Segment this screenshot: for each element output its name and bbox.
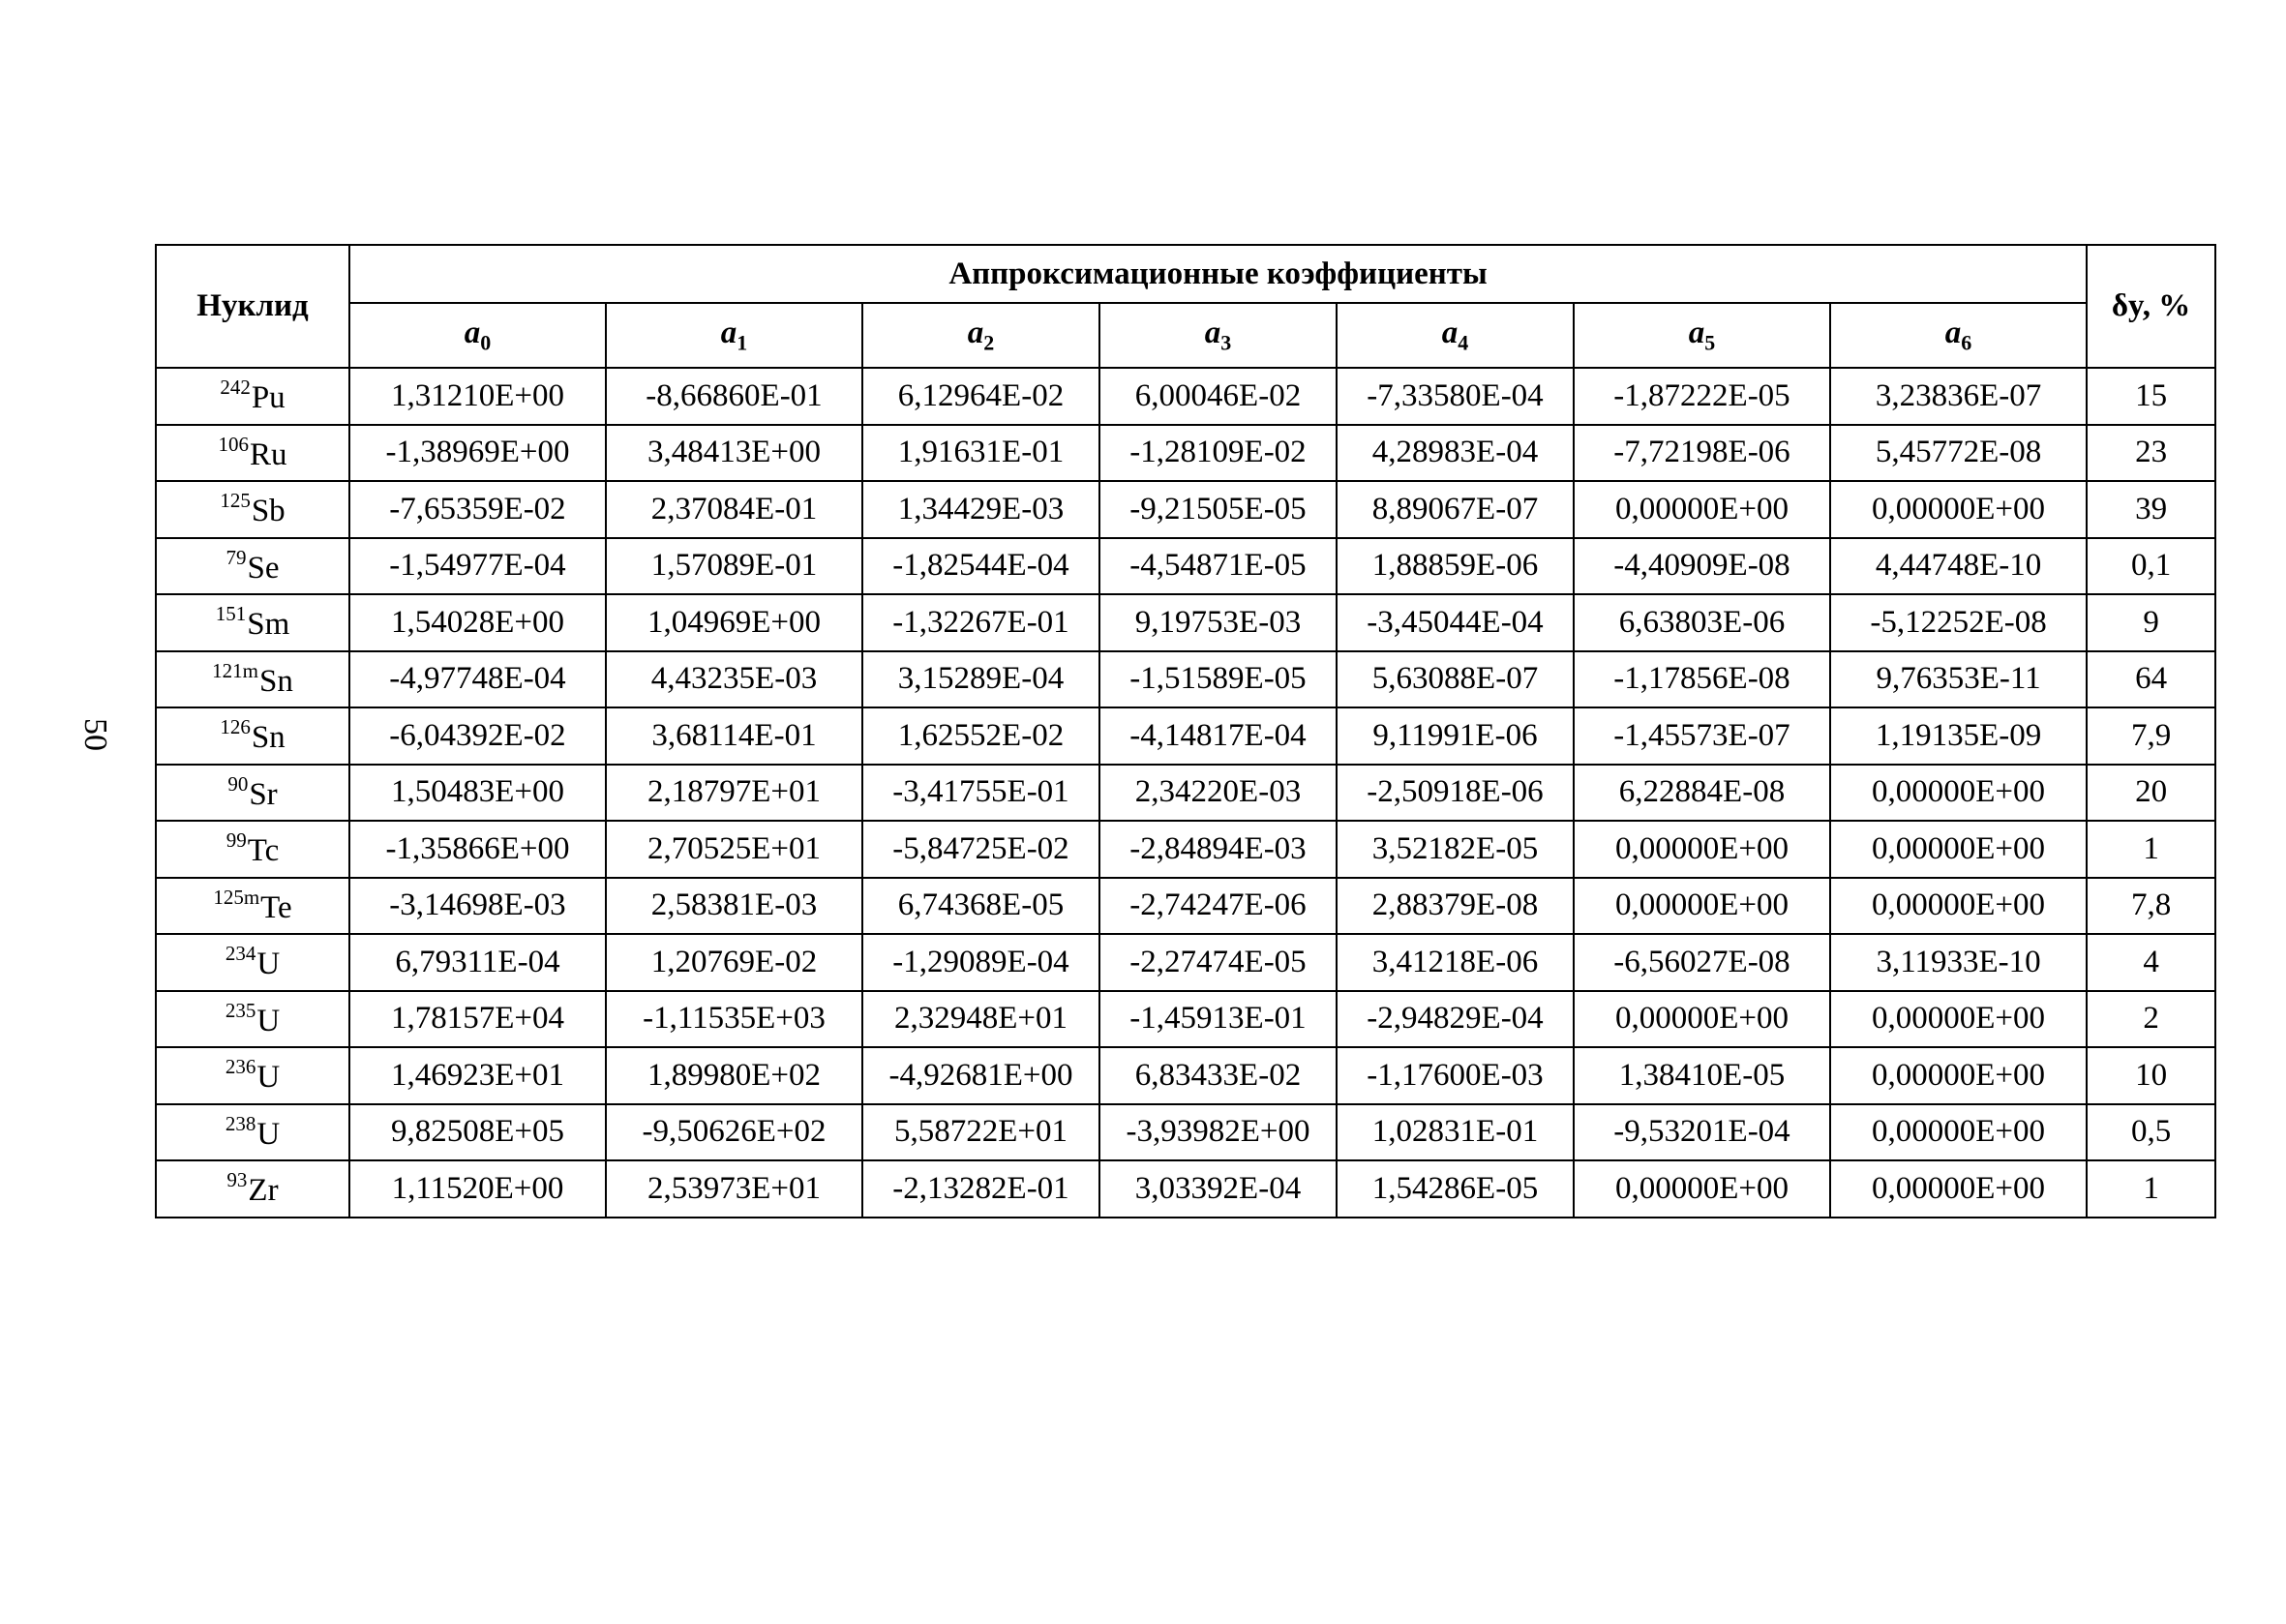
coefficient-cell: -1,87222E-05 (1574, 368, 1830, 425)
coefficient-cell: 1,50483E+00 (349, 765, 606, 822)
header-row-1 (156, 245, 2215, 303)
coefficient-cell: -3,93982E+00 (1099, 1104, 1337, 1161)
header-row-2 (156, 303, 2215, 368)
coefficient-cell: 9,19753E-03 (1099, 594, 1337, 651)
error-cell: 20 (2087, 765, 2215, 822)
element-symbol: Sr (249, 776, 278, 812)
coefficient-cell: -1,38969E+00 (349, 425, 606, 482)
coefficient-header-a4 (1337, 303, 1574, 368)
nuclide-header: Нуклид (156, 245, 349, 368)
coefficient-cell: -3,45044E-04 (1337, 594, 1574, 651)
coefficient-cell: 6,63803E-06 (1574, 594, 1830, 651)
coefficient-cell: -3,41755E-01 (862, 765, 1099, 822)
coefficient-cell: 4,43235E-03 (606, 651, 862, 708)
coefficient-cell: 1,20769E-02 (606, 934, 862, 991)
nuclide-cell (156, 821, 349, 878)
nuclide-cell (156, 481, 349, 538)
table-row (156, 878, 2215, 935)
coefficient-cell: -4,92681E+00 (862, 1047, 1099, 1104)
coefficient-cell: -2,27474E-05 (1099, 934, 1337, 991)
coefficient-cell: -8,66860E-01 (606, 368, 862, 425)
error-cell: 64 (2087, 651, 2215, 708)
table-row (156, 538, 2215, 595)
element-symbol: U (256, 947, 281, 982)
coefficient-cell: -5,84725E-02 (862, 821, 1099, 878)
coefficient-cell: 1,57089E-01 (606, 538, 862, 595)
coefficient-cell: -7,65359E-02 (349, 481, 606, 538)
coefficient-index: 1 (737, 330, 748, 355)
coefficient-cell: 2,37084E-01 (606, 481, 862, 538)
element-symbol: Sn (258, 663, 293, 699)
coefficient-cell: -1,17856E-08 (1574, 651, 1830, 708)
coefficient-cell: -7,72198E-06 (1574, 425, 1830, 482)
coefficient-cell: 1,38410E-05 (1574, 1047, 1830, 1104)
element-symbol: Se (247, 550, 280, 586)
error-cell: 4 (2087, 934, 2215, 991)
coefficient-cell: 9,76353E-11 (1830, 651, 2087, 708)
coefficient-cell: 1,88859E-06 (1337, 538, 1574, 595)
coefficient-symbol: a (720, 315, 737, 350)
coefficient-cell: 6,00046E-02 (1099, 368, 1337, 425)
table-body (156, 368, 2215, 1218)
coefficient-cell: -9,53201E-04 (1574, 1104, 1830, 1161)
coefficient-index: 2 (983, 330, 995, 355)
coefficient-cell: 0,00000E+00 (1830, 1160, 2087, 1218)
nuclide-cell (156, 594, 349, 651)
error-cell: 7,9 (2087, 707, 2215, 765)
coefficient-cell: 0,00000E+00 (1574, 991, 1830, 1048)
element-symbol: Tc (247, 833, 280, 869)
coefficient-cell: 2,18797E+01 (606, 765, 862, 822)
coefficient-index: 6 (1961, 330, 1972, 355)
nuclide-cell (156, 1104, 349, 1161)
coefficient-cell: 1,62552E-02 (862, 707, 1099, 765)
coefficient-cell: -1,17600E-03 (1337, 1047, 1574, 1104)
element-symbol: Pu (251, 380, 286, 416)
mass-number: 235 (225, 998, 256, 1022)
coefficient-cell: -2,74247E-06 (1099, 878, 1337, 935)
coefficient-cell: -1,45573E-07 (1574, 707, 1830, 765)
coefficient-cell: -6,04392E-02 (349, 707, 606, 765)
coefficient-cell: 1,02831E-01 (1337, 1104, 1574, 1161)
coefficient-index: 4 (1458, 330, 1469, 355)
coefficient-cell: 5,63088E-07 (1337, 651, 1574, 708)
coefficient-cell: 0,00000E+00 (1830, 991, 2087, 1048)
coefficient-cell: -1,35866E+00 (349, 821, 606, 878)
coefficient-cell: -2,13282E-01 (862, 1160, 1099, 1218)
error-cell: 1 (2087, 1160, 2215, 1218)
nuclide-cell (156, 934, 349, 991)
mass-number: 93 (226, 1168, 248, 1192)
coefficient-symbol: a (967, 315, 984, 350)
coefficient-cell: 0,00000E+00 (1830, 1104, 2087, 1161)
coefficient-cell: 1,34429E-03 (862, 481, 1099, 538)
mass-number: 106 (218, 432, 249, 456)
coefficient-cell: 0,00000E+00 (1830, 821, 2087, 878)
coefficient-cell: -9,21505E-05 (1099, 481, 1337, 538)
mass-number: 126 (220, 715, 251, 739)
coefficient-cell: -4,14817E-04 (1099, 707, 1337, 765)
coefficient-cell: 1,54028E+00 (349, 594, 606, 651)
nuclide-cell (156, 707, 349, 765)
table-row (156, 765, 2215, 822)
mass-number: 121m (212, 658, 258, 682)
coefficient-cell: -1,28109E-02 (1099, 425, 1337, 482)
coefficient-cell: 5,45772E-08 (1830, 425, 2087, 482)
coefficient-cell: 0,00000E+00 (1574, 481, 1830, 538)
coefficient-symbol: a (1204, 315, 1221, 350)
coefficients-table (155, 244, 2216, 1218)
coefficient-cell: 1,04969E+00 (606, 594, 862, 651)
element-symbol: Te (260, 889, 292, 925)
coefficient-cell: -2,84894E-03 (1099, 821, 1337, 878)
coefficient-cell: 3,03392E-04 (1099, 1160, 1337, 1218)
coefficient-cell: 8,89067E-07 (1337, 481, 1574, 538)
coefficient-header-a5 (1574, 303, 1830, 368)
error-cell: 23 (2087, 425, 2215, 482)
element-symbol: Ru (249, 436, 287, 472)
element-symbol: Zr (248, 1173, 279, 1209)
element-symbol: Sn (251, 720, 286, 756)
nuclide-cell (156, 425, 349, 482)
table-row (156, 821, 2215, 878)
element-symbol: Sb (251, 494, 286, 529)
coefficient-index: 0 (480, 330, 492, 355)
table-row (156, 707, 2215, 765)
coefficient-cell: 0,00000E+00 (1830, 765, 2087, 822)
coefficient-cell: -7,33580E-04 (1337, 368, 1574, 425)
coefficient-cell: -5,12252E-08 (1830, 594, 2087, 651)
coefficient-cell: 9,82508E+05 (349, 1104, 606, 1161)
element-symbol: U (256, 1060, 281, 1096)
table-row (156, 368, 2215, 425)
nuclide-cell (156, 878, 349, 935)
mass-number: 79 (226, 545, 247, 569)
coefficient-header-a2 (862, 303, 1099, 368)
nuclide-cell (156, 368, 349, 425)
page-number: 50 (77, 718, 113, 751)
coefficient-cell: 9,11991E-06 (1337, 707, 1574, 765)
mass-number: 99 (226, 828, 247, 853)
coefficient-cell: 6,83433E-02 (1099, 1047, 1337, 1104)
element-symbol: Sm (247, 607, 290, 643)
table-row (156, 1160, 2215, 1218)
coefficient-cell: -1,11535E+03 (606, 991, 862, 1048)
mass-number: 125m (213, 885, 260, 909)
coefficient-symbol: a (1688, 315, 1705, 350)
table-row (156, 425, 2215, 482)
coefficient-cell: 3,23836E-07 (1830, 368, 2087, 425)
coefficient-cell: 3,52182E-05 (1337, 821, 1574, 878)
table-row (156, 1104, 2215, 1161)
coefficient-cell: 0,00000E+00 (1830, 481, 2087, 538)
coefficient-cell: 3,68114E-01 (606, 707, 862, 765)
coefficient-cell: 0,00000E+00 (1830, 878, 2087, 935)
coefficient-cell: -2,50918E-06 (1337, 765, 1574, 822)
coefficient-header-a1 (606, 303, 862, 368)
error-cell: 7,8 (2087, 878, 2215, 935)
error-cell: 0,1 (2087, 538, 2215, 595)
coefficient-cell: 0,00000E+00 (1574, 821, 1830, 878)
coefficient-index: 3 (1220, 330, 1232, 355)
nuclide-cell (156, 991, 349, 1048)
nuclide-cell (156, 538, 349, 595)
coefficient-cell: 6,79311E-04 (349, 934, 606, 991)
mass-number: 242 (220, 376, 251, 400)
coefficient-cell: 6,74368E-05 (862, 878, 1099, 935)
error-cell: 0,5 (2087, 1104, 2215, 1161)
coefficient-cell: 2,88379E-08 (1337, 878, 1574, 935)
element-symbol: U (256, 1003, 281, 1038)
mass-number: 234 (225, 942, 256, 966)
coefficient-header-a6 (1830, 303, 2087, 368)
coefficient-symbol: a (464, 315, 481, 350)
coefficient-cell: -1,32267E-01 (862, 594, 1099, 651)
coefficient-cell: -2,94829E-04 (1337, 991, 1574, 1048)
coefficient-cell: 2,70525E+01 (606, 821, 862, 878)
coefficient-header-a0 (349, 303, 606, 368)
coefficient-cell: 3,11933E-10 (1830, 934, 2087, 991)
mass-number: 90 (227, 771, 249, 796)
coefficient-cell: -1,82544E-04 (862, 538, 1099, 595)
error-header: δy, % (2087, 245, 2215, 368)
nuclide-cell (156, 651, 349, 708)
coefficient-cell: 3,48413E+00 (606, 425, 862, 482)
mass-number: 151 (215, 602, 247, 626)
coefficient-cell: 1,89980E+02 (606, 1047, 862, 1104)
coefficient-cell: 5,58722E+01 (862, 1104, 1099, 1161)
coefficient-cell: -1,45913E-01 (1099, 991, 1337, 1048)
coefficient-cell: 1,11520E+00 (349, 1160, 606, 1218)
coefficient-cell: -4,54871E-05 (1099, 538, 1337, 595)
coefficient-cell: 1,31210E+00 (349, 368, 606, 425)
nuclide-cell (156, 765, 349, 822)
nuclide-cell (156, 1160, 349, 1218)
coefficient-cell: -4,97748E-04 (349, 651, 606, 708)
coefficient-header-a3 (1099, 303, 1337, 368)
coefficient-cell: -9,50626E+02 (606, 1104, 862, 1161)
table-row (156, 481, 2215, 538)
table-row (156, 934, 2215, 991)
coefficient-cell: 1,91631E-01 (862, 425, 1099, 482)
error-cell: 10 (2087, 1047, 2215, 1104)
coefficient-cell: 1,54286E-05 (1337, 1160, 1574, 1218)
coefficient-cell: 6,12964E-02 (862, 368, 1099, 425)
coefficient-cell: -1,51589E-05 (1099, 651, 1337, 708)
coefficient-cell: 3,41218E-06 (1337, 934, 1574, 991)
mass-number: 238 (225, 1111, 256, 1135)
coefficient-cell: 2,58381E-03 (606, 878, 862, 935)
error-cell: 15 (2087, 368, 2215, 425)
table-row (156, 991, 2215, 1048)
error-cell: 39 (2087, 481, 2215, 538)
coefficient-symbol: a (1944, 315, 1962, 350)
coefficient-cell: 1,19135E-09 (1830, 707, 2087, 765)
table-row (156, 651, 2215, 708)
mass-number: 125 (220, 489, 251, 513)
coefficient-cell: 1,78157E+04 (349, 991, 606, 1048)
coefficient-cell: 4,44748E-10 (1830, 538, 2087, 595)
coefficient-cell: -1,54977E-04 (349, 538, 606, 595)
coefficient-cell: 2,34220E-03 (1099, 765, 1337, 822)
coefficient-cell: -3,14698E-03 (349, 878, 606, 935)
coefficient-cell: 0,00000E+00 (1830, 1047, 2087, 1104)
mass-number: 236 (225, 1055, 256, 1079)
coefficient-cell: 2,53973E+01 (606, 1160, 862, 1218)
error-cell: 1 (2087, 821, 2215, 878)
error-cell: 9 (2087, 594, 2215, 651)
coefficient-cell: 2,32948E+01 (862, 991, 1099, 1048)
table-row (156, 1047, 2215, 1104)
coefficient-cell: 4,28983E-04 (1337, 425, 1574, 482)
coefficients-group-header: Аппроксимационные коэффициенты (349, 245, 2087, 303)
coefficient-cell: -6,56027E-08 (1574, 934, 1830, 991)
nuclide-cell (156, 1047, 349, 1104)
error-cell: 2 (2087, 991, 2215, 1048)
coefficient-cell: 1,46923E+01 (349, 1047, 606, 1104)
coefficient-cell: -1,29089E-04 (862, 934, 1099, 991)
coefficient-symbol: a (1441, 315, 1459, 350)
coefficient-cell: -4,40909E-08 (1574, 538, 1830, 595)
coefficient-cell: 0,00000E+00 (1574, 878, 1830, 935)
element-symbol: U (256, 1116, 281, 1152)
coefficient-cell: 0,00000E+00 (1574, 1160, 1830, 1218)
coefficient-index: 5 (1704, 330, 1716, 355)
coefficient-cell: 6,22884E-08 (1574, 765, 1830, 822)
table-row (156, 594, 2215, 651)
coefficient-cell: 3,15289E-04 (862, 651, 1099, 708)
